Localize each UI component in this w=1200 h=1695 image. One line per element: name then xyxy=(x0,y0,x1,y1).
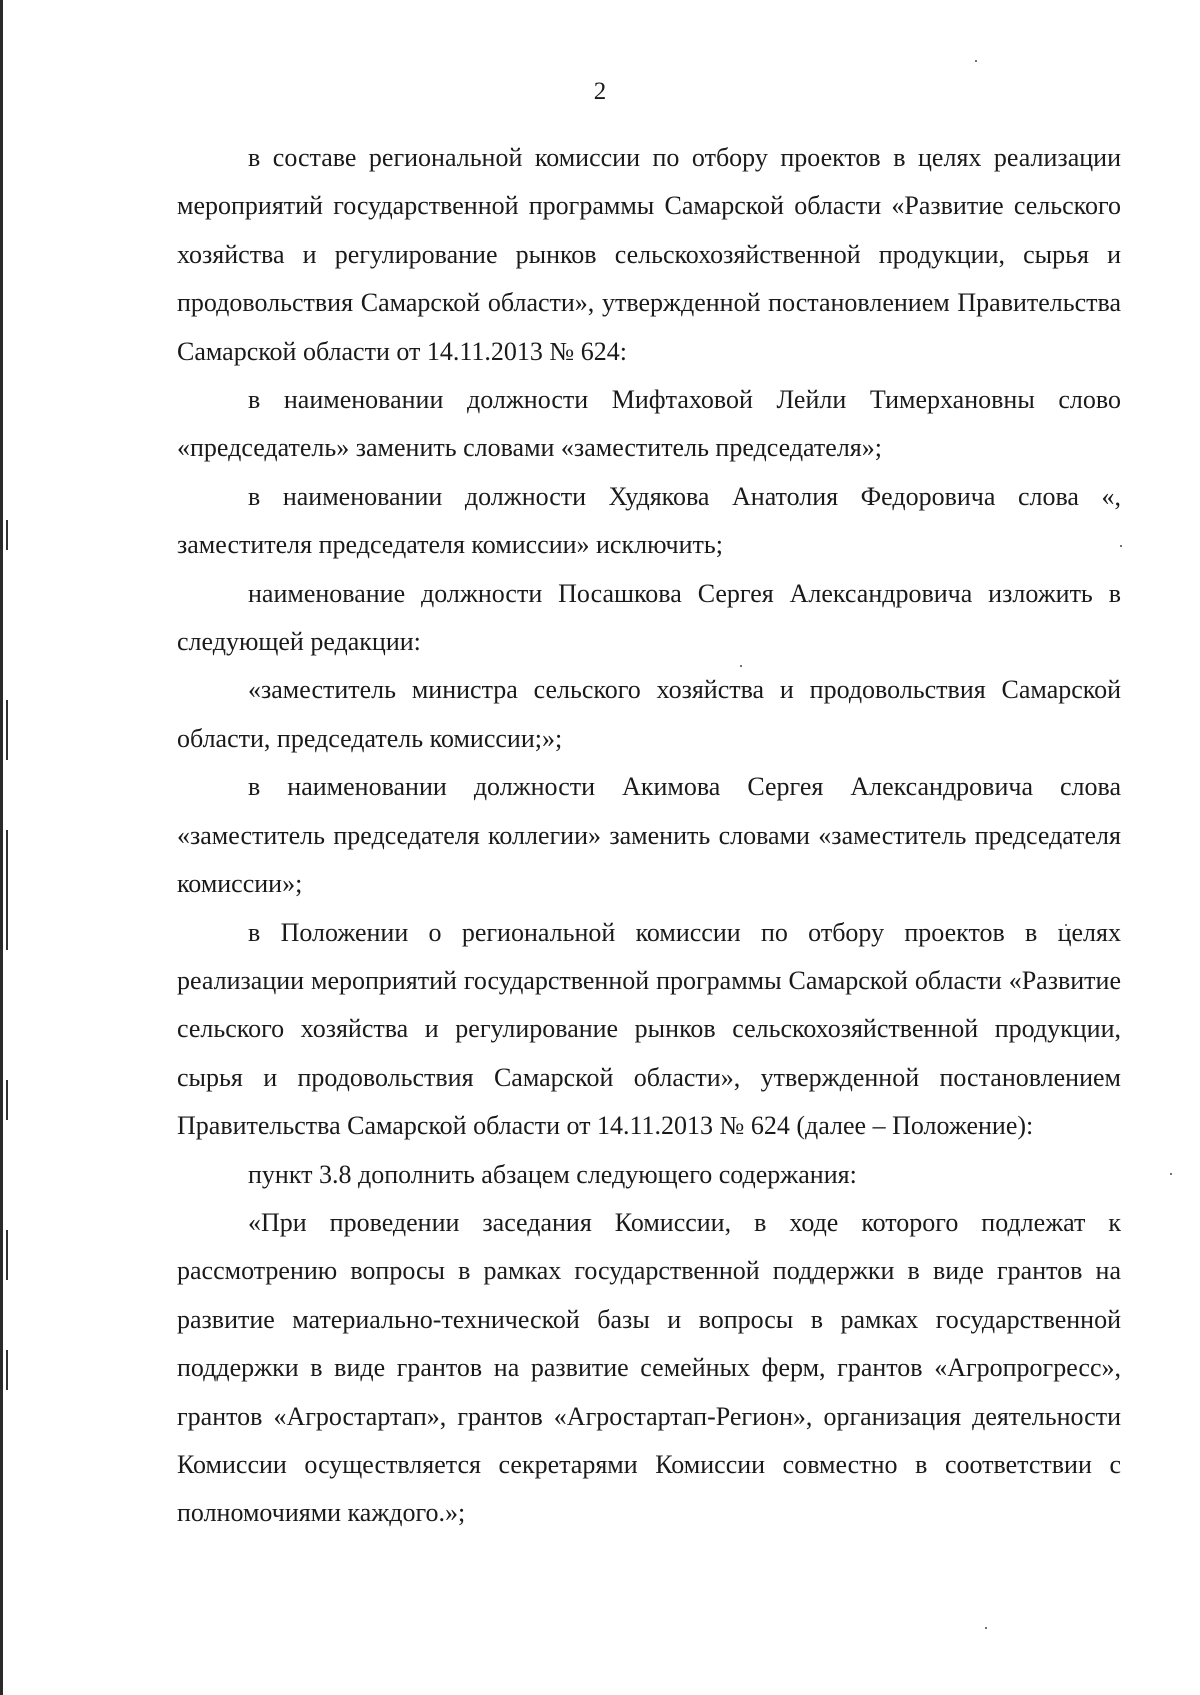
paragraph: в составе региональной комиссии по отбору проектов в целях реализации мероприятий государственной программы Самарской области «Развитие сельского хозяйства и регулирование рынков сельскохозяйственной продукции, сырья и продовольствия Самарской области», утвержденной постановлением Правительства Самарской области от 14.11.2013 № 624: xyxy=(177,143,1121,366)
scan-speck xyxy=(975,60,977,62)
paragraph: в наименовании должности Мифтаховой Лейли Тимерхановны слово «председатель» заменить словами «заместитель председателя»; xyxy=(177,385,1121,463)
paragraph: «заместитель министра сельского хозяйства и продовольствия Самарской области, председатель комиссии;»; xyxy=(177,675,1121,753)
scan-edge-mark xyxy=(6,1230,8,1280)
page-number: 2 xyxy=(593,78,607,105)
scan-speck xyxy=(985,1627,987,1629)
paragraph: в наименовании должности Акимова Сергея Александровича слова «заместитель председателя коллегии» заменить словами «заместитель председателя комиссии»; xyxy=(177,772,1121,899)
scan-edge-mark xyxy=(6,830,8,950)
scan-edge-border xyxy=(0,0,3,1695)
paragraph: в Положении о региональной комиссии по отбору проектов в целях реализации мероприятий государственной программы Самарской области «Развитие сельского хозяйства и регулирование рынков сельскохозяйственной продукции, сырья и продовольствия Самарской области», утвержденной постановлением Правительства Самарской области от 14.11.2013 № 624 (далее – Положение): xyxy=(177,917,1121,1141)
document-body xyxy=(177,134,1121,1538)
paragraph: в наименовании должности Худякова Анатолия Федоровича слова «, заместителя председателя комиссии» исключить; xyxy=(177,481,1121,560)
scan-speck xyxy=(1170,1173,1172,1175)
scan-edge-mark xyxy=(6,520,8,550)
scan-edge-mark xyxy=(6,1080,8,1120)
paragraph: «При проведении заседания Комиссии, в ходе которого подлежат к рассмотрению вопросы в рамках государственной поддержки в виде грантов на развитие материально-технической базы и вопросы в рамках государственной поддержки в виде грантов на развитие семейных ферм, грантов «Агропрогресс», грантов «Агростартап», грантов «Агростартап-Регион», организация деятельности Комиссии осуществляется секретарями Комиссии совместно в соответствии с полномочиями каждого.»; xyxy=(177,1207,1121,1528)
paragraph: наименование должности Посашкова Сергея Александровича изложить в следующей редакции: xyxy=(177,578,1121,657)
paragraph: пункт 3.8 дополнить абзацем следующего содержания: xyxy=(248,1159,857,1189)
scan-edge-mark xyxy=(6,700,8,760)
scan-edge-mark xyxy=(6,1350,8,1390)
